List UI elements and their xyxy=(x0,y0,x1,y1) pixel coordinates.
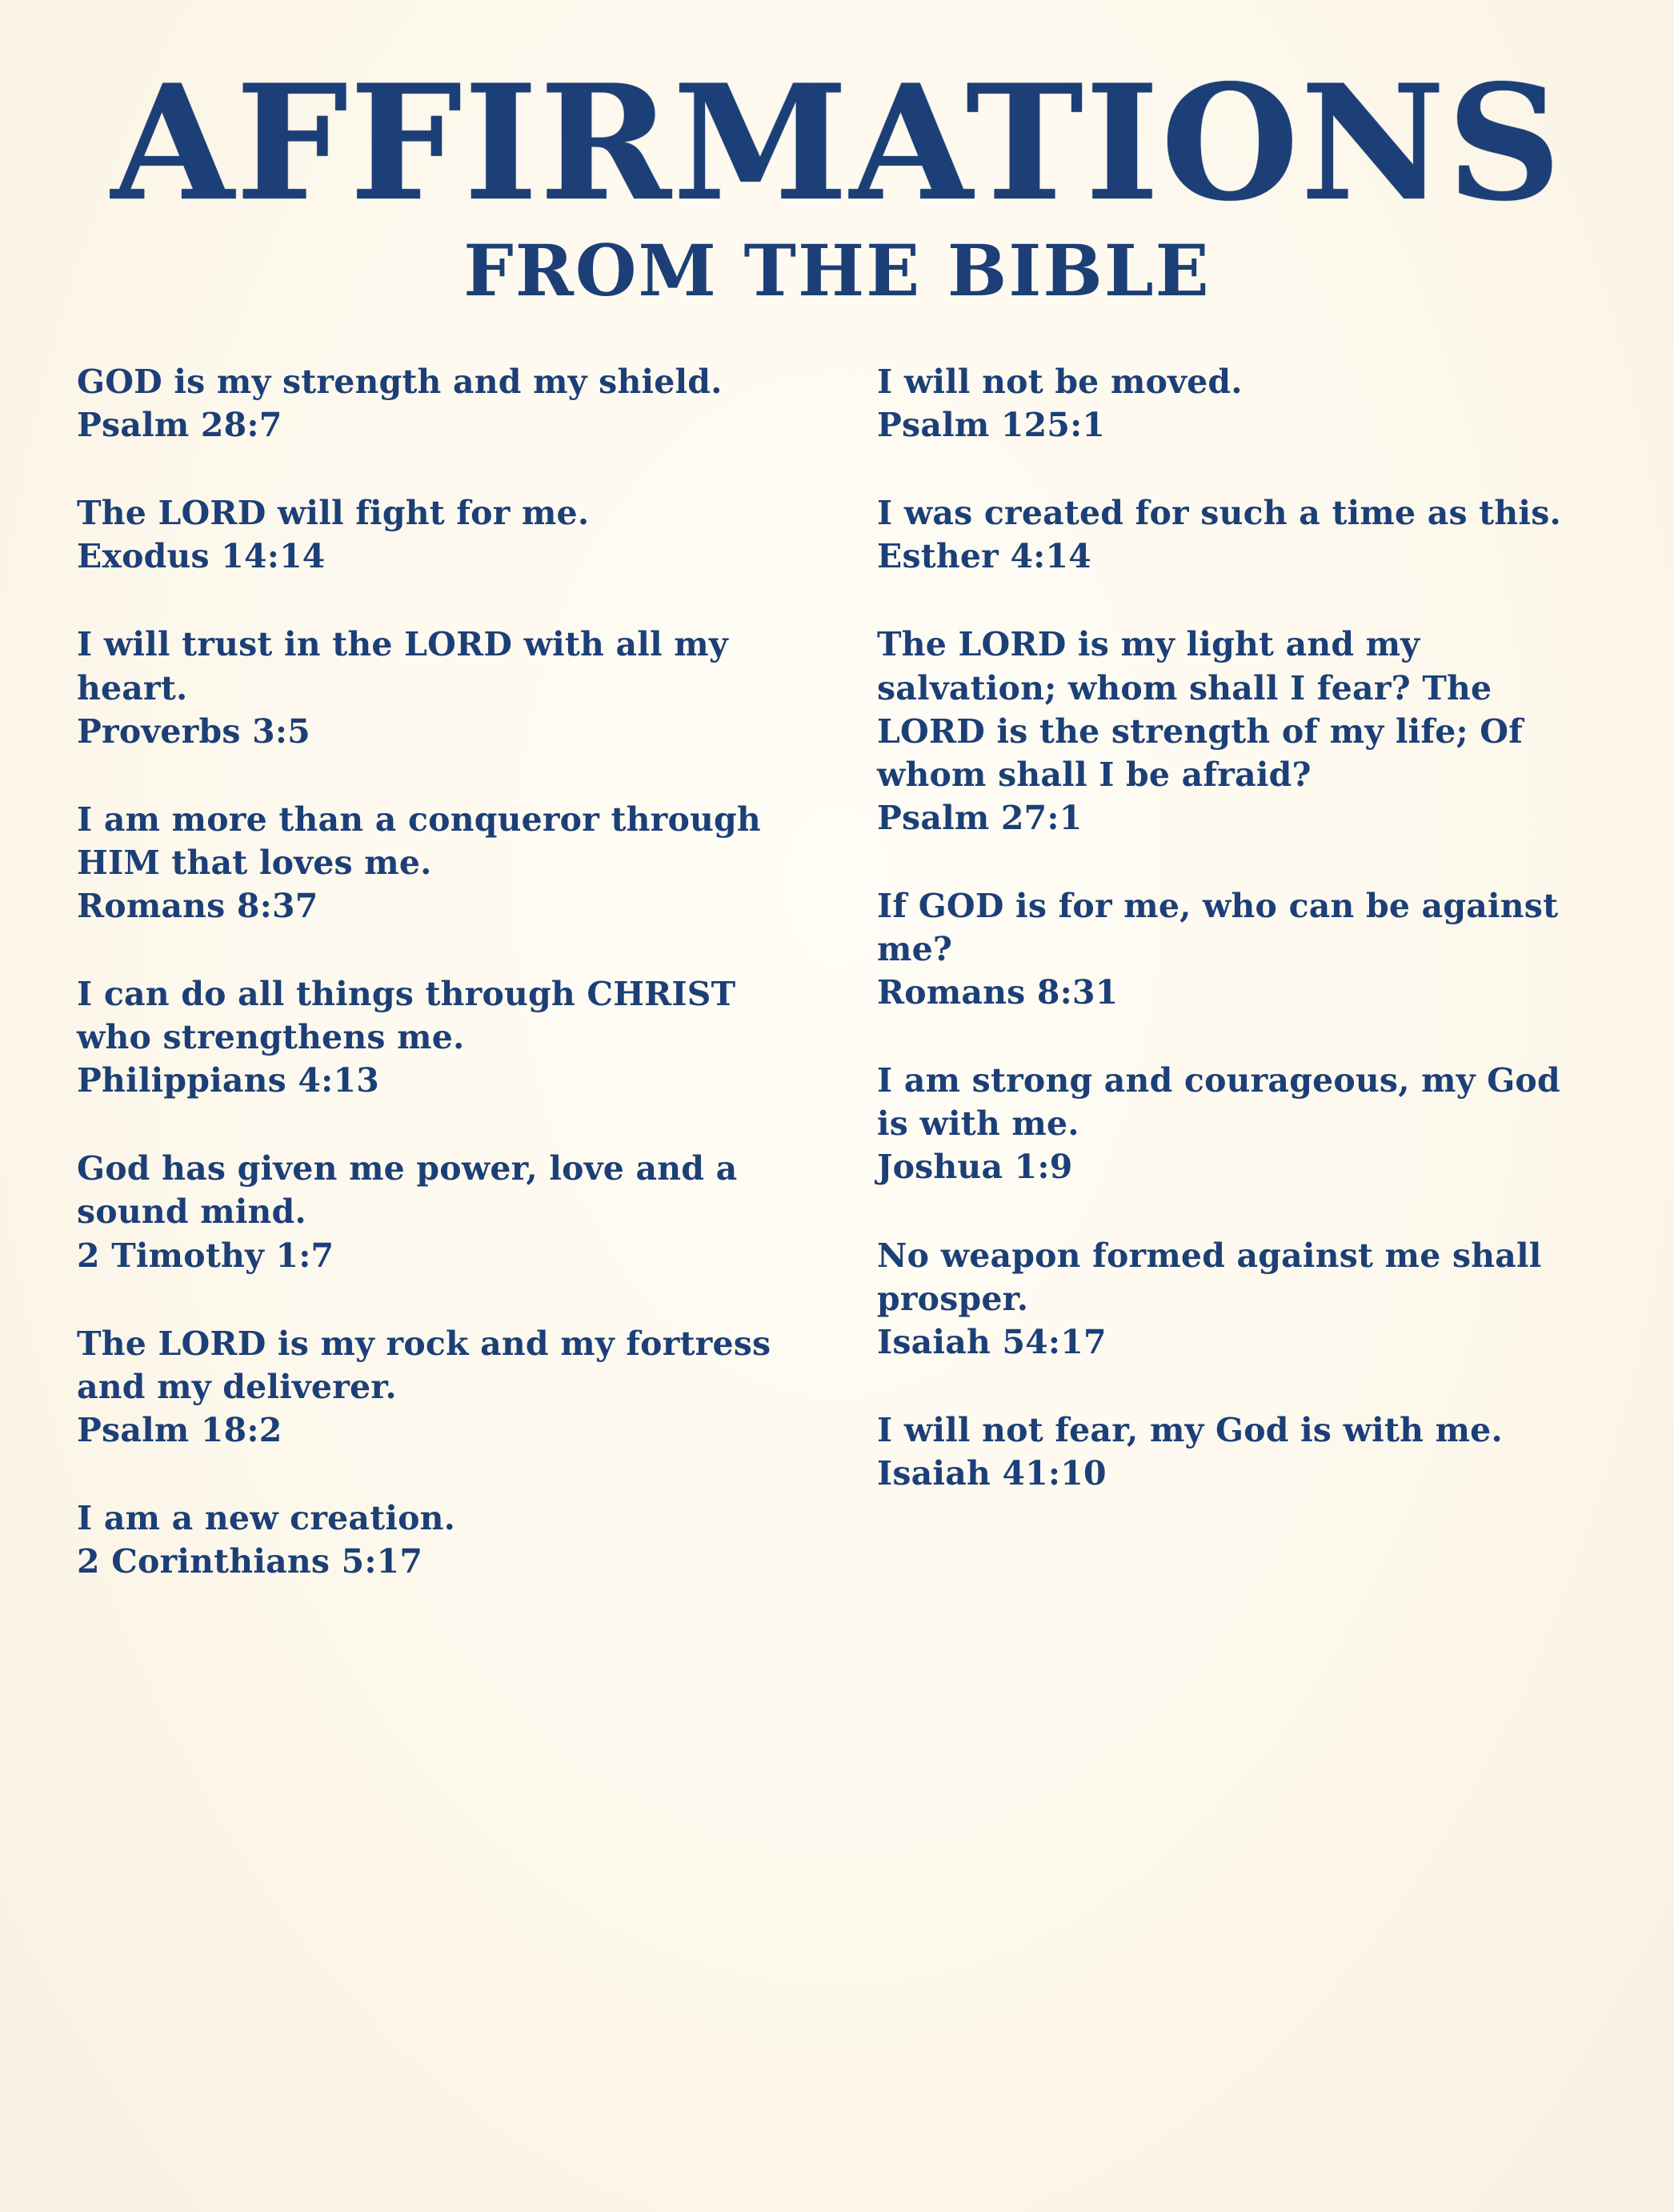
verse-reference: Romans 8:37 xyxy=(77,886,318,925)
verse-text: I am strong and courageous, my God is with me. xyxy=(877,1061,1560,1144)
left-column xyxy=(77,360,797,1583)
verse-reference: Esther 4:14 xyxy=(877,537,1091,576)
verse-item xyxy=(877,360,1597,447)
verse-text: If GOD is for me, who can be against me? xyxy=(877,886,1559,969)
verse-reference: Proverbs 3:5 xyxy=(77,711,310,751)
verse-reference: Isaiah 54:17 xyxy=(877,1322,1107,1361)
verse-item xyxy=(77,1322,797,1452)
verse-reference: Joshua 1:9 xyxy=(877,1148,1073,1187)
verse-item xyxy=(877,1409,1597,1495)
page-title: AFFIRMATIONS xyxy=(110,50,1564,236)
verse-reference: 2 Corinthians 5:17 xyxy=(77,1542,423,1581)
verse-reference: Philippians 4:13 xyxy=(77,1061,379,1100)
verse-item xyxy=(77,623,797,752)
verse-reference: Psalm 27:1 xyxy=(877,798,1083,837)
verse-text: I was created for such a time as this. xyxy=(877,494,1561,533)
verse-reference: Romans 8:31 xyxy=(877,973,1119,1012)
verse-reference: Exodus 14:14 xyxy=(77,537,326,576)
verse-reference: Psalm 18:2 xyxy=(77,1410,282,1449)
verse-item xyxy=(877,1234,1597,1364)
verse-text: I am a new creation. xyxy=(77,1499,456,1538)
verse-columns xyxy=(77,360,1597,1583)
verse-item xyxy=(877,623,1597,840)
verse-reference: 2 Timothy 1:7 xyxy=(77,1236,334,1275)
verse-text: The LORD is my rock and my fortress and my deliverer. xyxy=(77,1324,771,1406)
verse-text: I will not be moved. xyxy=(877,362,1243,401)
verse-text: I can do all things through CHRIST who strengthens me. xyxy=(77,975,736,1057)
verse-reference: Psalm 125:1 xyxy=(877,406,1106,445)
verse-reference: Psalm 28:7 xyxy=(77,406,282,445)
verse-item xyxy=(877,884,1597,1014)
verse-text: No weapon formed against me shall prosper. xyxy=(877,1236,1542,1318)
verse-text: I will trust in the LORD with all my heart. xyxy=(77,625,728,707)
verse-text: I am more than a conqueror through HIM that loves me. xyxy=(77,799,761,882)
verse-text: The LORD is my light and my salvation; whom shall I fear? The LORD is the strength of my life; Of whom shall I be afraid? xyxy=(877,625,1524,794)
verse-item xyxy=(877,1059,1597,1188)
verse-item xyxy=(77,972,797,1102)
verse-text: God has given me power, love and a sound mind. xyxy=(77,1149,738,1232)
verse-reference: Isaiah 41:10 xyxy=(877,1454,1107,1493)
title-block xyxy=(77,50,1597,312)
verse-item xyxy=(77,798,797,928)
verse-text: GOD is my strength and my shield. xyxy=(77,362,723,401)
verse-text: I will not fear, my God is with me. xyxy=(877,1410,1503,1449)
page-subtitle: FROM THE BIBLE xyxy=(463,228,1211,312)
verse-item xyxy=(77,491,797,578)
verse-item xyxy=(77,1497,797,1583)
verse-item xyxy=(77,1147,797,1276)
verse-text: The LORD will fight for me. xyxy=(77,494,590,533)
right-column xyxy=(877,360,1597,1583)
verse-item xyxy=(877,491,1597,578)
verse-item xyxy=(77,360,797,447)
